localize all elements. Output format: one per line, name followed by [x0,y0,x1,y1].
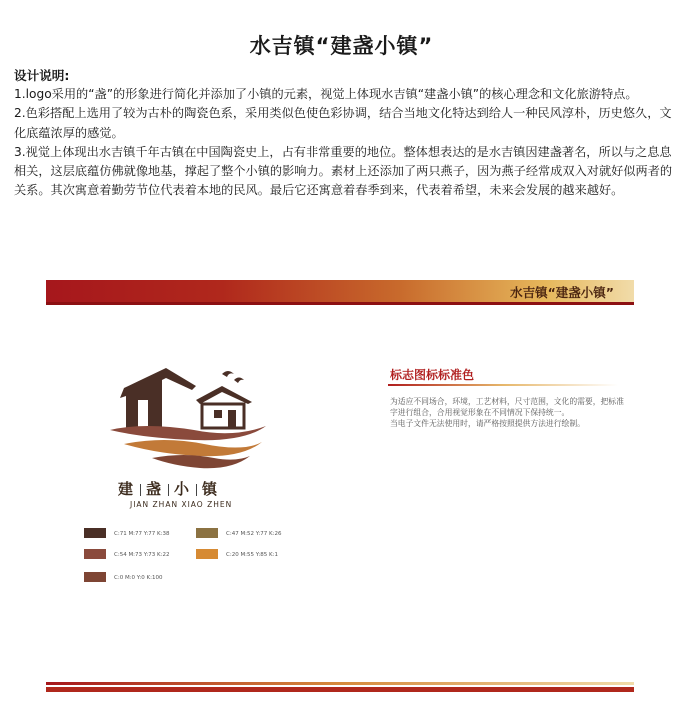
house-right-body [202,404,244,428]
color-swatch-label: C:47 M:52 Y:77 K:26 [226,531,282,537]
banner-tag: 水吉镇“建盏小镇” [510,285,614,300]
description-heading: 设计说明: [14,68,70,83]
design-description [14,66,674,200]
logo-pinyin: JIAN ZHAN XIAO ZHEN [130,500,233,509]
color-swatch-label: C:20 M:55 Y:85 K:1 [226,552,278,558]
banner-stripe [46,302,634,305]
logo-char-4: 镇 [202,480,220,498]
logo-char-3: 小 [174,480,192,498]
color-swatch-label: C:71 M:77 Y:77 K:38 [114,531,170,537]
house-left-shape [120,368,196,428]
logo-char-2: 盏 [146,480,164,498]
color-swatch [84,528,106,538]
color-swatch [84,572,106,582]
footer-gradient-stripe [46,682,634,685]
standard-color-title: 标志图标标准色 [390,368,475,382]
house-right-door [228,410,236,428]
standard-color-text [390,396,630,429]
color-swatch-label: C:54 M:73 Y:73 K:22 [114,552,170,558]
header-banner [46,280,634,305]
page-title: 水吉镇“建盏小镇” [249,34,434,58]
logo-wordmark [118,478,268,499]
bowl-layer-3 [152,455,250,468]
color-swatch [84,549,106,559]
bowl-layer-2 [124,440,262,456]
description-item-3: 3.视觉上体现出水吉镇千年古镇在中国陶瓷史上，占有非常重要的地位。整体想表达的是水吉镇因建盏著名，所以与之息息相关，这层底蕴仿佛就像地基，撑起了整个小镇的影响力。素材上还添加了两只燕子，因为燕子经常成双入对就好似两者的关系。其次寓意着勤劳节位代表着本地的民风。最后它还寓意着春季到来，代表着希望，未来会发展的越来越好。 [14,144,673,198]
standard-title-underline [388,384,618,386]
swallow-icon-2 [234,378,244,384]
standard-line-2: 当电子文件无法使用时，请严格按照提供方法进行绘制。 [390,419,585,428]
house-right-window [214,410,222,418]
color-swatch [196,528,218,538]
color-swatch [196,549,218,559]
house-right-roof [196,386,252,404]
standard-line-1: 为适应不同场合，环境，工艺材料，尺寸范围，文化的需要，把标准字进行组合，合用视觉形象在不同情况下保持统一。 [390,397,624,417]
footer-bar [46,687,634,692]
logo-char-1: 建 [118,480,136,498]
description-item-2: 2.色彩搭配上选用了较为古朴的陶瓷色系，采用类似色使色彩协调，结合当地文化特达到给人一种民风淳朴，历史悠久，文化底蕴浓厚的感觉。 [14,106,672,140]
color-swatch-label: C:0 M:0 Y:0 K:100 [114,575,163,581]
description-item-1: 1.logo采用的“盏”的形象进行简化并添加了小镇的元素，视觉上体现水吉镇“建盏小镇”的核心理念和文化旅游特点。 [14,87,638,102]
swallow-icon [222,371,234,377]
